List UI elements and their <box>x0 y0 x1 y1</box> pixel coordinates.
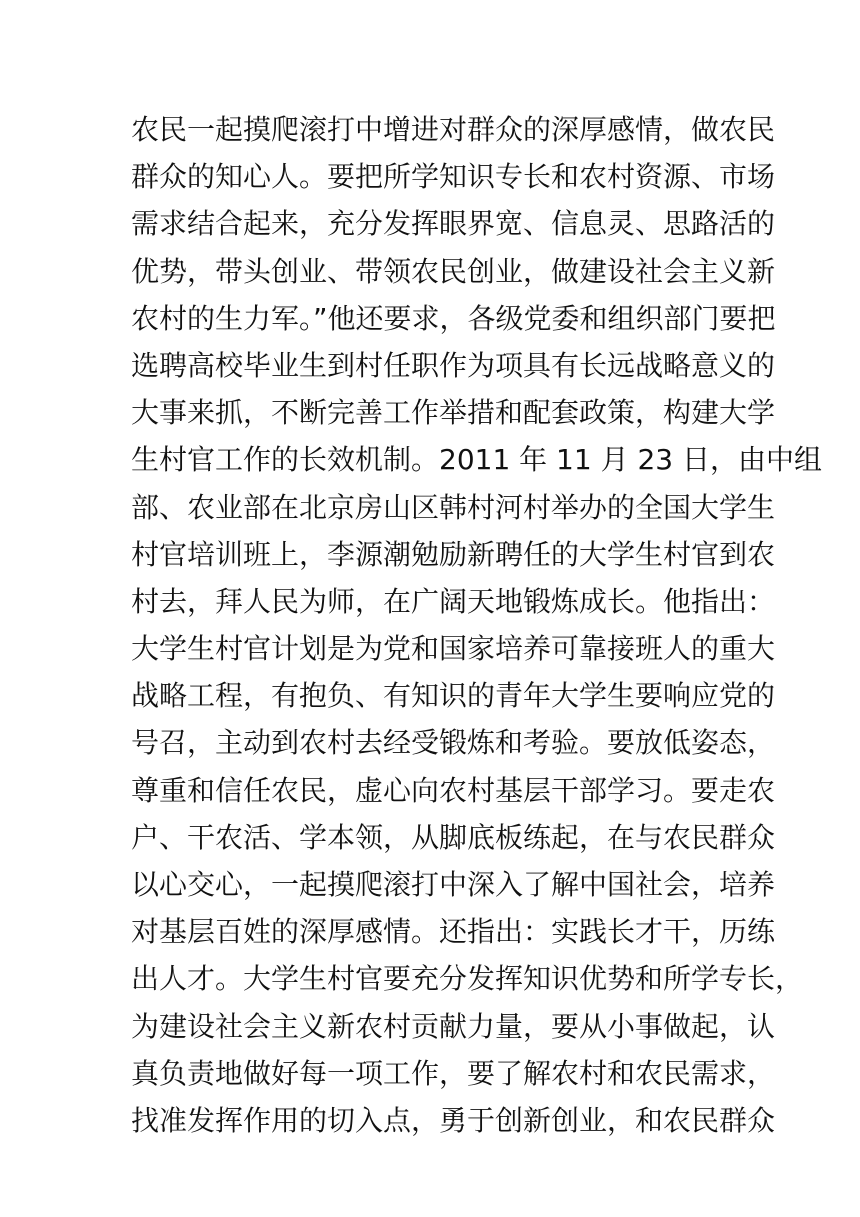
text-line-1: 农民一起摸爬滚打中增进对群众的深厚感情，做农民 <box>131 113 776 146</box>
body-paragraph <box>131 106 823 1144</box>
text-line-4: 优势，带头创业、带领农民创业，做建设社会主义新 <box>131 254 776 288</box>
text-line-3: 需求结合起来，充分发挥眼界宽、信息灵、思路活的 <box>131 207 776 241</box>
text-line-11: 村去，拜人民为师，在广阔天地锻炼成长。他指出： <box>131 584 776 618</box>
text-line-7: 大事来抓，不断完善工作举措和配套政策，构建大学 <box>131 396 776 430</box>
text-line-12: 大学生村官计划是为党和国家培养可靠接班人的重大 <box>131 632 776 666</box>
text-line-10: 村官培训班上，李源潮勉励新聘任的大学生村官到农 <box>131 537 776 571</box>
text-line-17: 以心交心，一起摸爬滚打中深入了解中国社会，培养 <box>131 868 776 901</box>
text-line-14: 号召，主动到农村去经受锻炼和考验。要放低姿态， <box>131 726 776 760</box>
text-line-15: 尊重和信任农民，虚心向农村基层干部学习。要走农 <box>131 773 776 807</box>
text-line-6: 选聘高校毕业生到村任职作为项具有长远战略意义的 <box>131 348 776 382</box>
text-line-18: 对基层百姓的深厚感情。还指出：实践长才干，历练 <box>131 915 776 949</box>
text-line-19: 出人才。大学生村官要充分发挥知识优势和所学专长， <box>131 962 804 996</box>
text-line-13: 战略工程，有抱负、有知识的青年大学生要响应党的 <box>131 679 776 713</box>
text-line-16: 户、干农活、学本领，从脚底板练起，在与农民群众 <box>131 820 776 854</box>
text-line-8: 生村官工作的长效机制。2011 年 11 月 23 日，由中组 <box>131 443 823 477</box>
text-line-21: 真负责地做好每一项工作，要了解农村和农民需求， <box>131 1056 776 1090</box>
text-line-22: 找准发挥作用的切入点，勇于创新创业，和农民群众 <box>131 1103 776 1137</box>
text-line-5: 农村的生力军。”他还要求，各级党委和组织部门要把 <box>131 301 776 335</box>
text-line-20: 为建设社会主义新农村贡献力量，要从小事做起，认 <box>131 1009 776 1043</box>
text-line-2: 群众的知心人。要把所学知识专长和农村资源、市场 <box>131 160 776 194</box>
text-line-9: 部、农业部在北京房山区韩村河村举办的全国大学生 <box>131 490 776 524</box>
